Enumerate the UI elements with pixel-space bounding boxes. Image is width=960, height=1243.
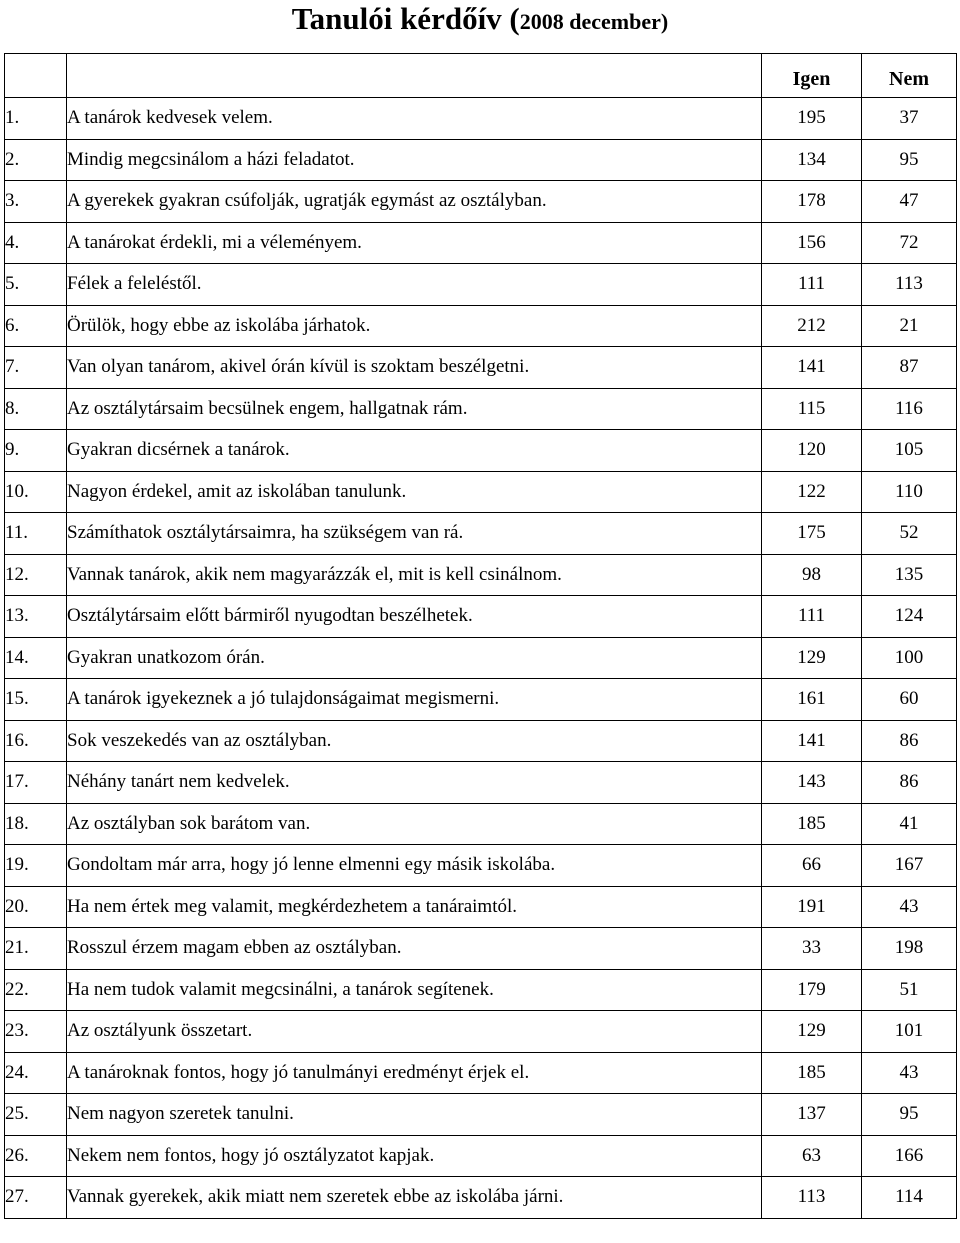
question-text: Mindig megcsinálom a házi feladatot. — [67, 139, 762, 181]
page-title-date: 2008 december) — [519, 9, 669, 34]
question-text: Sok veszekedés van az osztályban. — [67, 720, 762, 762]
question-text: Az osztályunk összetart. — [67, 1011, 762, 1053]
table-row — [5, 679, 957, 721]
question-text: Félek a feleléstől. — [67, 264, 762, 306]
table-row — [5, 596, 957, 638]
yes-count: 178 — [762, 181, 862, 223]
question-number: 12. — [5, 554, 67, 596]
no-count: 116 — [862, 388, 957, 430]
table-row — [5, 264, 957, 306]
no-count: 105 — [862, 430, 957, 472]
yes-count: 115 — [762, 388, 862, 430]
header-yes: Igen — [762, 54, 862, 98]
table-row — [5, 554, 957, 596]
table-row — [5, 139, 957, 181]
question-number: 26. — [5, 1135, 67, 1177]
yes-count: 111 — [762, 264, 862, 306]
question-number: 22. — [5, 969, 67, 1011]
question-text: A tanárok kedvesek velem. — [67, 98, 762, 140]
no-count: 21 — [862, 305, 957, 347]
question-number: 19. — [5, 845, 67, 887]
no-count: 110 — [862, 471, 957, 513]
table-row — [5, 305, 957, 347]
yes-count: 175 — [762, 513, 862, 555]
yes-count: 113 — [762, 1177, 862, 1219]
table-header-row — [5, 54, 957, 98]
yes-count: 120 — [762, 430, 862, 472]
no-count: 124 — [862, 596, 957, 638]
question-text: Gyakran unatkozom órán. — [67, 637, 762, 679]
table-row — [5, 969, 957, 1011]
question-text: Van olyan tanárom, akivel órán kívül is szoktam beszélgetni. — [67, 347, 762, 389]
no-count: 95 — [862, 1094, 957, 1136]
yes-count: 141 — [762, 720, 862, 762]
question-text: Számíthatok osztálytársaimra, ha szükségem van rá. — [67, 513, 762, 555]
yes-count: 63 — [762, 1135, 862, 1177]
question-number: 7. — [5, 347, 67, 389]
yes-count: 195 — [762, 98, 862, 140]
question-number: 8. — [5, 388, 67, 430]
question-number: 6. — [5, 305, 67, 347]
no-count: 43 — [862, 886, 957, 928]
table-row — [5, 762, 957, 804]
page-title-main: Tanulói kérdőív ( — [291, 1, 520, 36]
question-text: Az osztályban sok barátom van. — [67, 803, 762, 845]
no-count: 101 — [862, 1011, 957, 1053]
yes-count: 141 — [762, 347, 862, 389]
no-count: 114 — [862, 1177, 957, 1219]
question-number: 24. — [5, 1052, 67, 1094]
yes-count: 212 — [762, 305, 862, 347]
yes-count: 129 — [762, 1011, 862, 1053]
no-count: 135 — [862, 554, 957, 596]
table-row — [5, 98, 957, 140]
question-text: A tanárokat érdekli, mi a véleményem. — [67, 222, 762, 264]
yes-count: 66 — [762, 845, 862, 887]
yes-count: 185 — [762, 1052, 862, 1094]
question-number: 20. — [5, 886, 67, 928]
table-row — [5, 1135, 957, 1177]
no-count: 198 — [862, 928, 957, 970]
header-question — [67, 54, 762, 98]
no-count: 167 — [862, 845, 957, 887]
no-count: 166 — [862, 1135, 957, 1177]
table-row — [5, 1011, 957, 1053]
question-number: 4. — [5, 222, 67, 264]
question-text: Nekem nem fontos, hogy jó osztályzatot kapjak. — [67, 1135, 762, 1177]
survey-body — [5, 98, 957, 1219]
question-text: Néhány tanárt nem kedvelek. — [67, 762, 762, 804]
question-number: 27. — [5, 1177, 67, 1219]
no-count: 100 — [862, 637, 957, 679]
yes-count: 111 — [762, 596, 862, 638]
yes-count: 33 — [762, 928, 862, 970]
table-row — [5, 471, 957, 513]
question-number: 21. — [5, 928, 67, 970]
yes-count: 161 — [762, 679, 862, 721]
no-count: 43 — [862, 1052, 957, 1094]
question-number: 13. — [5, 596, 67, 638]
question-text: Gondoltam már arra, hogy jó lenne elmenni egy másik iskolába. — [67, 845, 762, 887]
yes-count: 98 — [762, 554, 862, 596]
question-text: A gyerekek gyakran csúfolják, ugratják egymást az osztályban. — [67, 181, 762, 223]
question-number: 10. — [5, 471, 67, 513]
question-text: Ha nem értek meg valamit, megkérdezhetem a tanáraimtól. — [67, 886, 762, 928]
header-no: Nem — [862, 54, 957, 98]
no-count: 72 — [862, 222, 957, 264]
question-text: A tanároknak fontos, hogy jó tanulmányi eredményt érjek el. — [67, 1052, 762, 1094]
question-number: 23. — [5, 1011, 67, 1053]
yes-count: 185 — [762, 803, 862, 845]
table-row — [5, 637, 957, 679]
question-number: 3. — [5, 181, 67, 223]
question-text: Gyakran dicsérnek a tanárok. — [67, 430, 762, 472]
yes-count: 137 — [762, 1094, 862, 1136]
question-number: 5. — [5, 264, 67, 306]
table-row — [5, 347, 957, 389]
question-text: Örülök, hogy ebbe az iskolába járhatok. — [67, 305, 762, 347]
table-row — [5, 430, 957, 472]
question-number: 9. — [5, 430, 67, 472]
question-text: Osztálytársaim előtt bármiről nyugodtan beszélhetek. — [67, 596, 762, 638]
table-row — [5, 513, 957, 555]
no-count: 60 — [862, 679, 957, 721]
question-text: Rosszul érzem magam ebben az osztályban. — [67, 928, 762, 970]
yes-count: 179 — [762, 969, 862, 1011]
question-text: Vannak gyerekek, akik miatt nem szeretek ebbe az iskolába járni. — [67, 1177, 762, 1219]
yes-count: 156 — [762, 222, 862, 264]
no-count: 47 — [862, 181, 957, 223]
table-row — [5, 845, 957, 887]
no-count: 86 — [862, 720, 957, 762]
question-text: Ha nem tudok valamit megcsinálni, a tanárok segítenek. — [67, 969, 762, 1011]
table-row — [5, 181, 957, 223]
question-text: Nem nagyon szeretek tanulni. — [67, 1094, 762, 1136]
no-count: 52 — [862, 513, 957, 555]
yes-count: 143 — [762, 762, 862, 804]
no-count: 37 — [862, 98, 957, 140]
table-row — [5, 1052, 957, 1094]
table-row — [5, 803, 957, 845]
table-row — [5, 928, 957, 970]
table-row — [5, 1177, 957, 1219]
no-count: 87 — [862, 347, 957, 389]
question-text: Vannak tanárok, akik nem magyarázzák el, mit is kell csinálnom. — [67, 554, 762, 596]
table-row — [5, 222, 957, 264]
question-number: 11. — [5, 513, 67, 555]
survey-table — [4, 53, 957, 1219]
yes-count: 129 — [762, 637, 862, 679]
no-count: 51 — [862, 969, 957, 1011]
question-number: 17. — [5, 762, 67, 804]
page-title — [0, 0, 960, 46]
question-number: 2. — [5, 139, 67, 181]
table-row — [5, 388, 957, 430]
question-text: A tanárok igyekeznek a jó tulajdonságaimat megismerni. — [67, 679, 762, 721]
question-number: 16. — [5, 720, 67, 762]
header-number — [5, 54, 67, 98]
no-count: 86 — [862, 762, 957, 804]
question-number: 1. — [5, 98, 67, 140]
question-text: Az osztálytársaim becsülnek engem, hallgatnak rám. — [67, 388, 762, 430]
no-count: 113 — [862, 264, 957, 306]
yes-count: 122 — [762, 471, 862, 513]
question-text: Nagyon érdekel, amit az iskolában tanulunk. — [67, 471, 762, 513]
question-number: 15. — [5, 679, 67, 721]
no-count: 41 — [862, 803, 957, 845]
table-row — [5, 886, 957, 928]
table-row — [5, 720, 957, 762]
yes-count: 134 — [762, 139, 862, 181]
yes-count: 191 — [762, 886, 862, 928]
table-row — [5, 1094, 957, 1136]
question-number: 18. — [5, 803, 67, 845]
question-number: 14. — [5, 637, 67, 679]
no-count: 95 — [862, 139, 957, 181]
question-number: 25. — [5, 1094, 67, 1136]
